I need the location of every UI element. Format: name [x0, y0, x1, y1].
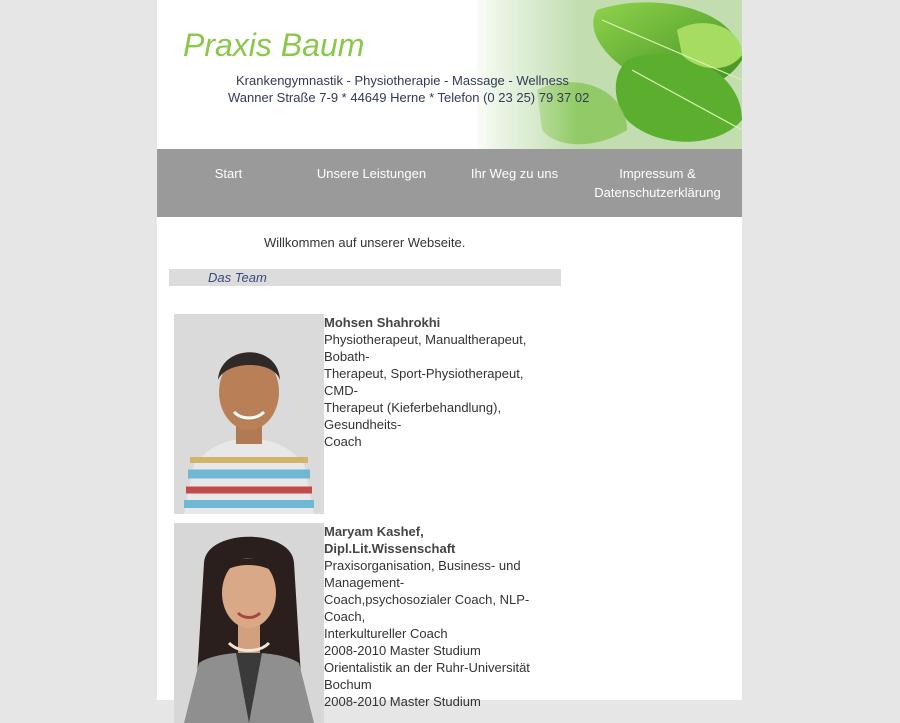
- main-navigation: [157, 149, 742, 217]
- portrait-photo-mohsen: [174, 314, 324, 514]
- bio-line: Therapeut, Sport-Physiotherapeut, CMD-: [324, 366, 524, 398]
- bio-line: Therapeut (Kieferbehandlung), Gesundheits-: [324, 400, 502, 432]
- section-title: Das Team: [208, 270, 267, 285]
- bio-line: 2008-2010 Master Studium: [324, 694, 481, 709]
- nav-unsere-leistungen[interactable]: Unsere Leistungen: [316, 166, 427, 181]
- address-phone: Wanner Straße 7-9 * 44649 Herne * Telefon (0 23 25) 79 37 02: [228, 90, 590, 105]
- nav-impressum-line1: Impressum &: [619, 166, 696, 181]
- bio-mohsen: [324, 314, 546, 450]
- site-title: Praxis Baum: [183, 27, 365, 63]
- bio-line: Interkultureller Coach: [324, 626, 448, 641]
- bio-line: Physiotherapeut, Manualtherapeut, Bobath-: [324, 332, 527, 364]
- bio-line: Coach: [324, 434, 362, 449]
- bio-maryam: [324, 523, 546, 710]
- member-name: Maryam Kashef, Dipl.Lit.Wissenschaft: [324, 524, 456, 556]
- nav-impressum-line2: Datenschutzerklärung: [594, 185, 721, 200]
- header: [157, 0, 742, 149]
- nav-ihr-weg-zu-uns[interactable]: Ihr Weg zu uns: [470, 166, 559, 181]
- bio-line: Coach,psychosozialer Coach, NLP-Coach,: [324, 592, 530, 624]
- nav-start[interactable]: Start: [214, 166, 243, 181]
- nav-impressum[interactable]: [586, 164, 729, 202]
- bio-line: 2008-2010 Master Studium Orientalistik an der Ruhr-Universität Bochum: [324, 643, 530, 692]
- member-name: Mohsen Shahrokhi: [324, 315, 441, 330]
- portrait-photo-maryam: [174, 523, 324, 723]
- section-header-team: [169, 269, 561, 286]
- bio-line: Praxisorganisation, Business- und Management-: [324, 558, 521, 590]
- welcome-text: Willkommen auf unserer Webseite.: [264, 235, 466, 250]
- page-container: [157, 0, 742, 709]
- tagline: Krankengymnastik - Physiotherapie - Massage - Wellness: [236, 73, 569, 88]
